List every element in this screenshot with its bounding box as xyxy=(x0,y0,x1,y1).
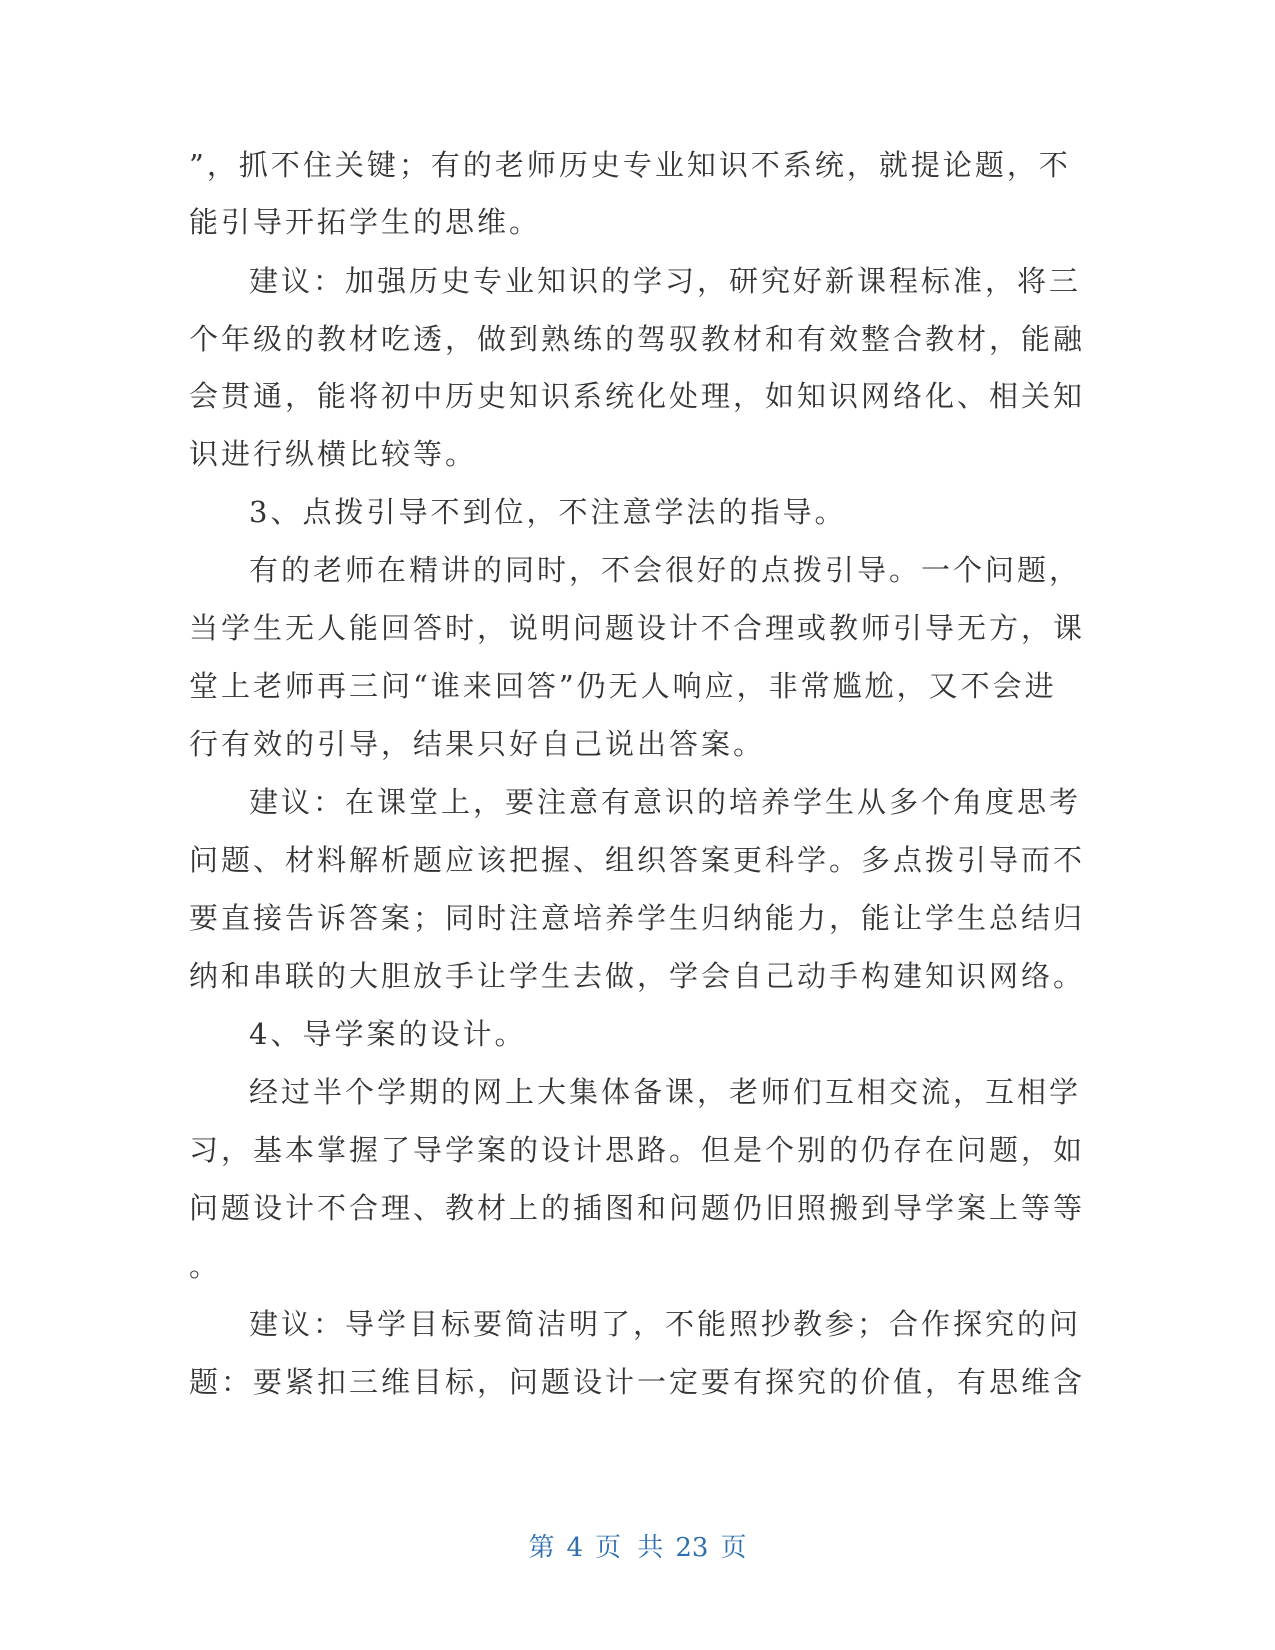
footer-total-pages: 23 xyxy=(675,1533,709,1563)
text-line: 识进行纵横比较等。 xyxy=(189,437,478,471)
text-line: 能引导开拓学生的思维。 xyxy=(189,205,542,239)
text-line: 建议：导学目标要简洁明了，不能照抄教参；合作探究的问 xyxy=(249,1307,1082,1341)
footer-page-number: 4 xyxy=(566,1533,584,1563)
text-line: 问题、材料解析题应该把握、组织答案更科学。多点拨引导而不 xyxy=(189,843,1086,877)
text-line: 要直接告诉答案；同时注意培养学生归纳能力，能让学生总结归 xyxy=(189,901,1086,935)
text-line: 个年级的教材吃透，做到熟练的驾驭教材和有效整合教材，能融 xyxy=(189,322,1086,356)
footer-prefix: 第 xyxy=(528,1533,555,1563)
text-line: 纳和串联的大胆放手让学生去做，学会自己动手构建知识网络。 xyxy=(189,959,1086,993)
text-line: 4、导学案的设计。 xyxy=(249,1017,527,1051)
text-line: 有的老师在精讲的同时，不会很好的点拨引导。一个问题， xyxy=(249,553,1082,587)
text-line: 经过半个学期的网上大集体备课，老师们互相交流，互相学 xyxy=(249,1075,1082,1109)
text-line: 建议：在课堂上，要注意有意识的培养学生从多个角度思考 xyxy=(249,785,1082,819)
text-line: 建议：加强历史专业知识的学习，研究好新课程标准，将三 xyxy=(249,264,1082,298)
text-line: 题：要紧扣三维目标，问题设计一定要有探究的价值，有思维含 xyxy=(189,1365,1086,1399)
text-line: ”，抓不住关键；有的老师历史专业知识不系统，就提论题，不 xyxy=(189,148,1071,182)
text-line: 3、点拨引导不到位，不注意学法的指导。 xyxy=(249,495,847,529)
text-line: 行有效的引导，结果只好自己说出答案。 xyxy=(189,727,766,761)
text-line: 。 xyxy=(189,1249,222,1283)
text-line: 问题设计不合理、教材上的插图和问题仍旧照搬到导学案上等等 xyxy=(189,1191,1086,1225)
footer-middle: 页 共 xyxy=(595,1533,664,1563)
text-line: 习，基本掌握了导学案的设计思路。但是个别的仍存在问题，如 xyxy=(189,1133,1086,1167)
text-line: 堂上老师再三问“谁来回答”仍无人响应，非常尴尬，又不会进 xyxy=(189,669,1057,703)
page-number-footer xyxy=(0,1532,1275,1564)
footer-suffix: 页 xyxy=(720,1533,747,1563)
text-line: 会贯通，能将初中历史知识系统化处理，如知识网络化、相关知 xyxy=(189,379,1086,413)
text-line: 当学生无人能回答时，说明问题设计不合理或教师引导无方，课 xyxy=(189,611,1086,645)
